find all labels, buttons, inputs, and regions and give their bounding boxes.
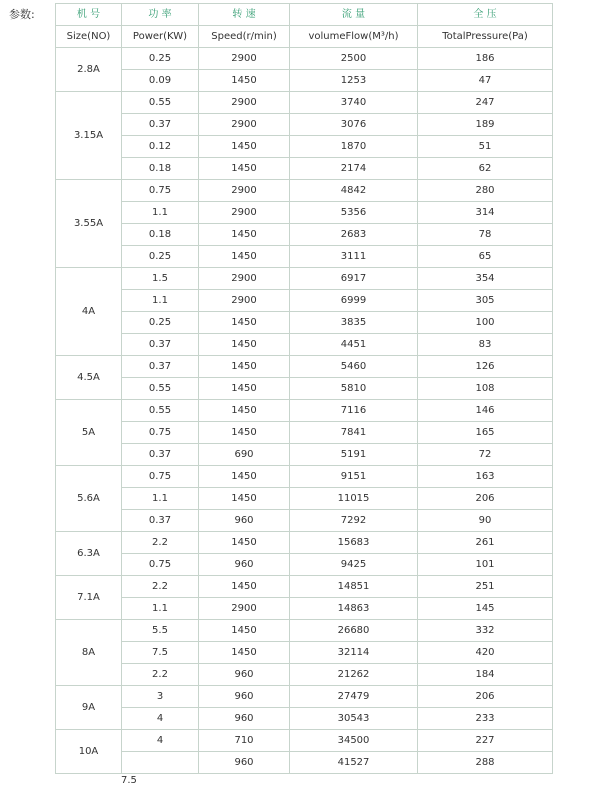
flow-cell: 5356 [290,202,418,224]
speed-cell: 1450 [199,576,290,598]
table-row [56,598,553,620]
flow-cell: 3740 [290,92,418,114]
pressure-cell: 78 [418,224,553,246]
speed-cell: 1450 [199,642,290,664]
table-row [56,114,553,136]
pressure-cell: 65 [418,246,553,268]
size-cell: 5A [56,400,122,466]
size-cell: 6.3A [56,532,122,576]
speed-cell: 1450 [199,400,290,422]
pressure-cell: 47 [418,70,553,92]
flow-cell: 3835 [290,312,418,334]
speed-cell: 960 [199,664,290,686]
flow-cell: 30543 [290,708,418,730]
pressure-cell: 206 [418,686,553,708]
table-row [56,290,553,312]
table-row [56,488,553,510]
pressure-cell: 261 [418,532,553,554]
pressure-cell: 233 [418,708,553,730]
pressure-cell: 280 [418,180,553,202]
speed-cell: 1450 [199,356,290,378]
spec-table [55,3,553,774]
speed-cell: 1450 [199,158,290,180]
params-label: 参数: [9,8,35,21]
table-row [56,48,553,70]
table-row [56,136,553,158]
size-cell: 8A [56,620,122,686]
table-row [56,532,553,554]
stray-power-value: 7.5 [121,775,137,786]
pressure-cell: 332 [418,620,553,642]
power-cell: 0.37 [122,114,199,136]
power-cell: 0.37 [122,510,199,532]
speed-cell: 1450 [199,136,290,158]
flow-cell: 11015 [290,488,418,510]
header-pressure-en: TotalPressure(Pa) [418,26,553,48]
power-cell: 2.2 [122,664,199,686]
speed-cell: 2900 [199,48,290,70]
table-row [56,246,553,268]
speed-cell: 960 [199,752,290,774]
flow-cell: 21262 [290,664,418,686]
pressure-cell: 51 [418,136,553,158]
flow-cell: 6917 [290,268,418,290]
table-row [56,686,553,708]
flow-cell: 41527 [290,752,418,774]
power-cell: 1.5 [122,268,199,290]
table-row [56,224,553,246]
pressure-cell: 145 [418,598,553,620]
pressure-cell: 146 [418,400,553,422]
power-cell: 0.12 [122,136,199,158]
power-cell: 2.2 [122,576,199,598]
power-cell: 0.55 [122,378,199,400]
table-row [56,730,553,752]
flow-cell: 34500 [290,730,418,752]
speed-cell: 960 [199,554,290,576]
flow-cell: 5191 [290,444,418,466]
pressure-cell: 101 [418,554,553,576]
size-cell: 2.8A [56,48,122,92]
pressure-cell: 206 [418,488,553,510]
power-cell: 0.37 [122,444,199,466]
power-cell: 0.25 [122,48,199,70]
speed-cell: 2900 [199,114,290,136]
power-cell [122,752,199,774]
header-size: 机 号 [56,4,122,26]
pressure-cell: 126 [418,356,553,378]
header-flow: 流 量 [290,4,418,26]
size-cell: 3.55A [56,180,122,268]
table-row [56,510,553,532]
power-cell: 2.2 [122,532,199,554]
header-size-en: Size(NO) [56,26,122,48]
speed-cell: 1450 [199,334,290,356]
table-row [56,708,553,730]
flow-cell: 4451 [290,334,418,356]
speed-cell: 710 [199,730,290,752]
header-power: 功 率 [122,4,199,26]
power-cell: 3 [122,686,199,708]
pressure-cell: 288 [418,752,553,774]
table-row [56,70,553,92]
header-speed: 转 速 [199,4,290,26]
speed-cell: 1450 [199,620,290,642]
flow-cell: 5810 [290,378,418,400]
power-cell: 5.5 [122,620,199,642]
flow-cell: 14863 [290,598,418,620]
pressure-cell: 186 [418,48,553,70]
size-cell: 5.6A [56,466,122,532]
speed-cell: 1450 [199,312,290,334]
power-cell: 0.37 [122,334,199,356]
pressure-cell: 251 [418,576,553,598]
header-flow-en: volumeFlow(M³/h) [290,26,418,48]
pressure-cell: 90 [418,510,553,532]
pressure-cell: 314 [418,202,553,224]
power-cell: 0.25 [122,312,199,334]
pressure-cell: 247 [418,92,553,114]
speed-cell: 2900 [199,202,290,224]
flow-cell: 9425 [290,554,418,576]
power-cell: 0.55 [122,400,199,422]
pressure-cell: 305 [418,290,553,312]
pressure-cell: 108 [418,378,553,400]
flow-cell: 14851 [290,576,418,598]
header-row [56,4,553,26]
speed-cell: 960 [199,510,290,532]
flow-cell: 6999 [290,290,418,312]
power-cell: 7.5 [122,642,199,664]
power-cell: 1.1 [122,290,199,312]
speed-cell: 1450 [199,488,290,510]
table-row [56,202,553,224]
power-cell: 4 [122,708,199,730]
pressure-cell: 184 [418,664,553,686]
pressure-cell: 420 [418,642,553,664]
pressure-cell: 189 [418,114,553,136]
pressure-cell: 83 [418,334,553,356]
power-cell: 0.37 [122,356,199,378]
pressure-cell: 163 [418,466,553,488]
power-cell: 0.75 [122,180,199,202]
header-row-en [56,26,553,48]
table-row [56,642,553,664]
power-cell: 1.1 [122,598,199,620]
speed-cell: 2900 [199,92,290,114]
table-row [56,92,553,114]
pressure-cell: 72 [418,444,553,466]
table-row [56,554,553,576]
speed-cell: 1450 [199,378,290,400]
power-cell: 1.1 [122,202,199,224]
size-cell: 9A [56,686,122,730]
table-row [56,576,553,598]
speed-cell: 1450 [199,422,290,444]
power-cell: 0.25 [122,246,199,268]
power-cell: 0.18 [122,224,199,246]
speed-cell: 2900 [199,598,290,620]
flow-cell: 7841 [290,422,418,444]
table-row [56,180,553,202]
flow-cell: 2683 [290,224,418,246]
power-cell: 4 [122,730,199,752]
flow-cell: 27479 [290,686,418,708]
header-pressure: 全 压 [418,4,553,26]
table-row [56,664,553,686]
table-row [56,620,553,642]
flow-cell: 7116 [290,400,418,422]
speed-cell: 1450 [199,70,290,92]
flow-cell: 2174 [290,158,418,180]
flow-cell: 2500 [290,48,418,70]
table-row [56,334,553,356]
flow-cell: 3076 [290,114,418,136]
size-cell: 3.15A [56,92,122,180]
speed-cell: 2900 [199,180,290,202]
speed-cell: 960 [199,686,290,708]
flow-cell: 5460 [290,356,418,378]
table-row [56,444,553,466]
size-cell: 10A [56,730,122,774]
table-row [56,466,553,488]
size-cell: 4A [56,268,122,356]
table-row [56,268,553,290]
pressure-cell: 100 [418,312,553,334]
flow-cell: 3111 [290,246,418,268]
flow-cell: 1870 [290,136,418,158]
speed-cell: 2900 [199,268,290,290]
flow-cell: 32114 [290,642,418,664]
size-cell: 4.5A [56,356,122,400]
power-cell: 0.75 [122,466,199,488]
flow-cell: 9151 [290,466,418,488]
table-row [56,422,553,444]
table-row [56,312,553,334]
header-power-en: Power(KW) [122,26,199,48]
speed-cell: 1450 [199,532,290,554]
flow-cell: 1253 [290,70,418,92]
flow-cell: 7292 [290,510,418,532]
speed-cell: 1450 [199,466,290,488]
power-cell: 0.75 [122,554,199,576]
pressure-cell: 227 [418,730,553,752]
header-speed-en: Speed(r/min) [199,26,290,48]
speed-cell: 690 [199,444,290,466]
speed-cell: 2900 [199,290,290,312]
speed-cell: 960 [199,708,290,730]
power-cell: 0.09 [122,70,199,92]
size-cell: 7.1A [56,576,122,620]
table-row [56,400,553,422]
power-cell: 1.1 [122,488,199,510]
table-row [56,752,553,774]
speed-cell: 1450 [199,224,290,246]
table-row [56,378,553,400]
pressure-cell: 165 [418,422,553,444]
power-cell: 0.75 [122,422,199,444]
flow-cell: 4842 [290,180,418,202]
table-row [56,356,553,378]
power-cell: 0.18 [122,158,199,180]
pressure-cell: 62 [418,158,553,180]
pressure-cell: 354 [418,268,553,290]
table-row [56,158,553,180]
power-cell: 0.55 [122,92,199,114]
flow-cell: 15683 [290,532,418,554]
speed-cell: 1450 [199,246,290,268]
flow-cell: 26680 [290,620,418,642]
